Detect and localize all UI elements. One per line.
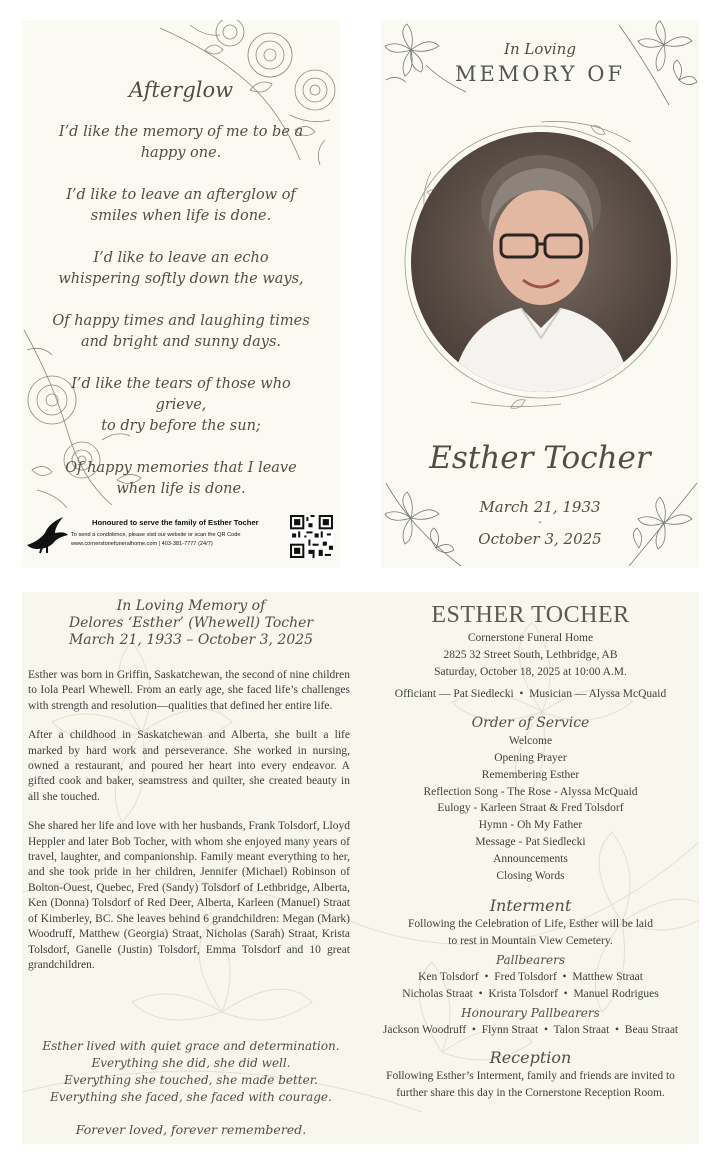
venue: Cornerstone Funeral Home — [467, 632, 594, 644]
obituary-heading-3: March 21, 1933 – October 3, 2025 — [68, 632, 314, 648]
deceased-name: Esther Tocher — [429, 440, 651, 476]
obituary-paragraph: After a childhood in Saskatchewan and Alberta, she built a life marked by hard work and perseverance. She worked in nursing, owned a restaurant, and poured her heart into every endeavor. A gifted cook and baker, seamstress and quilter, she created beauty in all she touched. — [28, 729, 350, 803]
obituary-paragraph: Esther was born in Griffin, Saskatchewan, the second of nine children to Iola Pearl Whewell. From an early age, she faced life’s challenges with strength and resolution—qualities that defined her entire life. — [28, 669, 350, 712]
dove-logo-icon — [25, 515, 69, 555]
portrait-photo — [411, 132, 671, 392]
forever-line: Forever loved, forever remembered. — [75, 1122, 307, 1137]
order-item: Reflection Song - The Rose - Alyssa McQuaid — [423, 785, 638, 798]
poem-body — [52, 122, 310, 521]
date-separator: - — [538, 517, 542, 528]
service-name-heading: ESTHER TOCHER — [431, 602, 630, 628]
pallbearers-heading: Pallbearers — [495, 952, 566, 967]
poem-panel — [22, 20, 340, 568]
birth-date: March 21, 1933 — [479, 498, 601, 516]
closing-quote: Esther lived with quiet grace and determination. Everything she did, she did well. Everything she touched, she made better. Everything she faced, she faced with courage. — [42, 1039, 340, 1104]
pallbearers-list: Ken Tolsdorf • Fred Tolsdorf • Matthew Straat — [418, 970, 643, 983]
funeral-home-footer — [22, 510, 340, 568]
poem-stanza: Of happy times and laughing times and bright and sunny days. — [52, 313, 310, 350]
poem-stanza: Of happy memories that I leave when life is done. — [65, 460, 297, 497]
service-details — [362, 600, 699, 1102]
honour-line: Honoured to serve the family of Esther Tocher — [92, 518, 259, 527]
order-item: Closing Words — [496, 869, 565, 882]
death-date: October 3, 2025 — [478, 530, 602, 548]
portrait-illustration — [411, 132, 671, 392]
poem-stanza: I’d like the tears of those who grieve, to dry before the sun; — [71, 376, 291, 434]
order-item: Remembering Esther — [481, 768, 580, 781]
poem-title: Afterglow — [128, 78, 234, 102]
order-item: Welcome — [508, 735, 553, 748]
honourary-pallbearers-heading: Honourary Pallbearers — [461, 1005, 600, 1020]
lily-corner-top-left — [381, 20, 471, 100]
order-item: Message - Pat Siedlecki — [475, 835, 586, 848]
cover-panel — [381, 20, 699, 568]
poem-stanza: I’d like to leave an echo whispering softly down the ways, — [58, 250, 304, 287]
order-item: Eulogy - Karleen Straat & Fred Tolsdorf — [437, 802, 624, 815]
condolence-line: To send a condolence, please visit our website or scan the QR Code — [71, 532, 241, 538]
obituary-heading-2: Delores ‘Esther’ (Whewell) Tocher — [68, 615, 314, 631]
reception-text: Following Esther’s Interment, family and friends are invited to — [386, 1070, 675, 1083]
address: 2825 32 Street South, Lethbridge, AB — [443, 648, 618, 661]
obituary-text — [28, 668, 350, 987]
obituary-header — [22, 598, 360, 649]
order-item: Opening Prayer — [494, 751, 567, 764]
memory-of-heading: MEMORY OF — [454, 62, 626, 86]
order-item: Announcements — [493, 852, 568, 865]
pallbearers-list: Nicholas Straat • Krista Tolsdorf • Manuel Rodrigues — [402, 987, 659, 1000]
obituary-heading-1: In Loving Memory of — [116, 598, 266, 614]
interment-text: Following the Celebration of Life, Esther will be laid — [408, 918, 653, 931]
obituary-paragraph: She shared her life and love with her husbands, Frank Tolsdorf, Lloyd Heppler and later Bob Tocher, with whom she enjoyed many years of travel, laughter, and companionship. Family meant everything to her, and she took pride in her children, Jennifer (Michael) Robinson of Bolton-Ouest, Quebec, Fred (Sandy) Tolsdorf of Lethbridge, Alberta, Ken (Donna) Tolsdorf of Red Deer, Alberta, Karleen (Manuel) Straat of Kimberley, BC. She leaves behind 6 grandchildren: Megan (Mark) Woodruff, Matthew (Georgia) Straat, Nicholas (Sarah) Straat, Krista Tolsdorf, Ganelle (Justin) Tolsdorf, Emma Tolsdorf and 10 great grandchildren. — [28, 820, 350, 971]
service-datetime: Saturday, October 18, 2025 at 10:00 A.M. — [434, 665, 627, 678]
reception-heading: Reception — [489, 1048, 572, 1068]
in-loving-heading: In Loving — [504, 40, 576, 58]
inside-panel — [22, 592, 699, 1144]
interment-text: to rest in Mountain View Cemetery. — [448, 935, 613, 948]
poem-stanza: I’d like to leave an afterglow of smiles when life is done. — [66, 187, 296, 224]
qr-code[interactable] — [290, 515, 333, 558]
order-of-service-heading: Order of Service — [471, 715, 590, 732]
website-phone-line: www.cornerstonefuneralhome.com | 403-381-7777 (24/7) — [71, 541, 213, 547]
honourary-pallbearers-list: Jackson Woodruff • Flynn Straat • Talon Straat • Beau Straat — [382, 1023, 679, 1036]
interment-heading: Interment — [489, 896, 572, 916]
poem-stanza: I’d like the memory of me to be a happy one. — [58, 124, 304, 161]
officiant-musician: Officiant — Pat Siedlecki • Musician — Alyssa McQuaid — [394, 688, 667, 701]
order-item: Hymn - Oh My Father — [478, 819, 583, 832]
reception-text: further share this day in the Cornerstone Reception Room. — [396, 1087, 665, 1100]
